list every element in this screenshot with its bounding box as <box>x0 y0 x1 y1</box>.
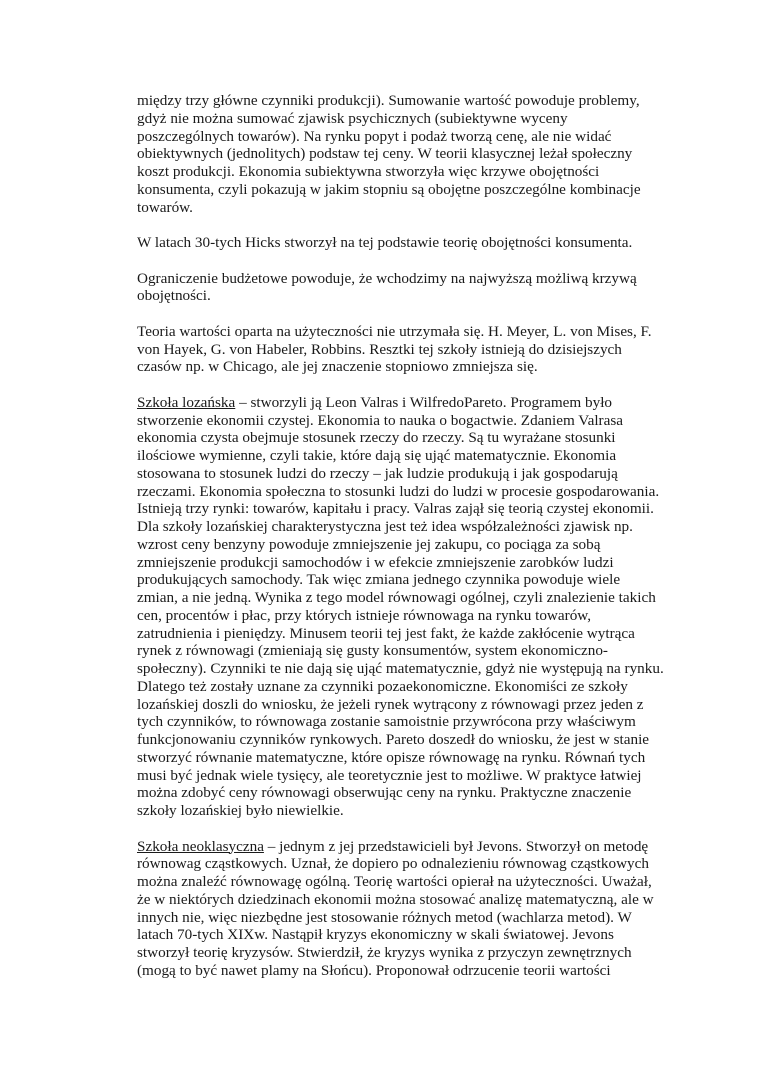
text-line <box>137 394 667 412</box>
text-fragment: – jednym z jej przedstawicieli był Jevons. Stworzył on metodę <box>263 837 649 855</box>
text-line: stosowana to stosunek ludzi do rzeczy – jak ludzie produkują i jak gospodarują <box>137 464 618 482</box>
text-line: cen, procentów i płac, przy których istnieje równowaga na rynku towarów, <box>137 606 592 624</box>
paragraph-hicks <box>137 234 667 252</box>
text-line: konsumenta, czyli pokazują w jakim stopniu są obojętne poszczególne kombinacje <box>137 180 641 198</box>
text-line: Ograniczenie budżetowe powoduje, że wchodzimy na najwyższą możliwą krzywą <box>137 269 637 287</box>
text-line: (mogą to być nawet plamy na Słońcu). Proponował odrzucenie teorii wartości <box>137 961 611 979</box>
text-line: między trzy główne czynniki produkcji). Sumowanie wartość powoduje problemy, <box>137 92 640 109</box>
text-line: musi być jednak wiele tysięcy, ale teoretycznie jest to możliwe. W praktyce łatwiej <box>137 766 642 784</box>
paragraph-budget-constraint <box>137 270 667 306</box>
text-line: szkoły lozańskiej było niewielkie. <box>137 802 344 819</box>
paragraph-neoclassical-school <box>137 838 667 980</box>
text-line: rynek z równowagi (zmieniają się gusty konsumentów, system ekonomiczno- <box>137 642 608 660</box>
text-line: Dla szkoły lozańskiej charakterystyczna jest też idea współzależności zjawisk np. <box>137 518 633 535</box>
text-line: ekonomia czysta obejmuje stosunek rzeczy do rzeczy. Są tu wyrażane stosunki <box>137 429 616 447</box>
text-line: latach 70-tych XIXw. Nastąpił kryzys ekonomiczny w skali światowej. Jevons <box>137 926 614 944</box>
text-line: równowag cząstkowych. Uznał, że dopiero po odnalezieniu równowag cząstkowych <box>137 855 649 873</box>
text-fragment: – stworzyli ją Leon Valras i WilfredoPareto. Programem było <box>235 393 613 411</box>
text-line: Dlatego też zostały uznane za czynniki pozaekonomiczne. Ekonomiści ze szkoły <box>137 677 628 695</box>
text-line: funkcjonowaniu czynników rynkowych. Pareto doszedł do wniosku, że jest w stanie <box>137 731 650 748</box>
text-line: produkujących samochody. Tak więc zmiana jednego czynnika powoduje wiele <box>137 571 621 589</box>
text-line: obojętności. <box>137 287 211 305</box>
text-line: można zdobyć ceny równowagi obserwując ceny na rynku. Praktyczne znaczenie <box>137 784 632 802</box>
text-line: gdyż nie można sumować zjawisk psychicznych (subiektywne wyceny <box>137 109 568 127</box>
paragraph-subjective-value <box>137 92 667 216</box>
text-line: tych czynników, to równowaga zostanie samoistnie przywrócona przy właściwym <box>137 713 636 731</box>
text-line: zmniejszenie produkcji samochodów i w efekcie zmniejszenie zarobków ludzi <box>137 553 614 571</box>
text-line: stworzenie ekonomii czystej. Ekonomia to nauka o bogactwie. Zdaniem Valrasa <box>137 411 623 429</box>
text-line: ilościowe wymienne, czyli takie, które dają się ująć matematycznie. Ekonomia <box>137 447 617 464</box>
text-line: stworzyć równanie matematyczne, które opisze równowagę na rynku. Równań tych <box>137 748 646 766</box>
section-heading-neoclassical: Szkoła neoklasyczna <box>137 837 264 855</box>
text-line: innych nie, więc niezbędne jest stosowanie różnych metod (wachlarza metod). W <box>137 908 632 926</box>
text-line: lozańskiej doszli do wniosku, że jeżeli rynek wytrącony z równowagi przez jeden z <box>137 695 644 713</box>
text-line: Istnieją trzy rynki: towarów, kapitału i pracy. Valras zajął się teorią czystej ekonomii. <box>137 500 654 518</box>
paragraph-utility-theory <box>137 323 667 376</box>
section-heading-lausanne: Szkoła lozańska <box>137 393 236 411</box>
text-line: rzeczami. Ekonomia społeczna to stosunki ludzi do ludzi w procesie gospodarowania. <box>137 482 660 500</box>
text-line: zatrudnienia i pieniędzy. Minusem teorii tej jest fakt, że każde zakłócenie wytrąca <box>137 624 635 642</box>
text-line: von Hayek, G. von Habeler, Robbins. Resztki tej szkoły istnieją do dzisiejszych <box>137 340 622 358</box>
text-line: W latach 30-tych Hicks stworzył na tej podstawie teorię obojętności konsumenta. <box>137 234 633 251</box>
text-line: czasów np. w Chicago, ale jej znaczenie stopniowo zmniejsza się. <box>137 358 538 376</box>
document-body <box>137 92 667 997</box>
text-line: stworzył teorię kryzysów. Stwierdził, że kryzys wynika z przyczyn zewnętrznych <box>137 944 632 961</box>
text-line: społeczny). Czynniki te nie dają się ująć matematycznie, gdyż nie występują na rynku. <box>137 660 664 677</box>
text-line: obiektywnych (jednolitych) podstaw tej ceny. W teorii klasycznej leżał społeczny <box>137 145 633 163</box>
text-line: wzrost ceny benzyny powoduje zmniejszenie jej zakupu, co pociąga za sobą <box>137 535 601 553</box>
text-line: koszt produkcji. Ekonomia subiektywna stworzyła więc krzywe obojętności <box>137 163 600 180</box>
paragraph-lausanne-school <box>137 394 667 820</box>
text-line: towarów. <box>137 198 193 216</box>
text-line: można znaleźć równowagę ogólną. Teorię wartości opierał na użyteczności. Uważał, <box>137 873 652 890</box>
text-line: zmian, a nie jedną. Wynika z tego model równowagi ogólnej, czyli znalezienie takich <box>137 589 656 606</box>
text-line <box>137 838 667 856</box>
text-line: że w niektórych dziedzinach ekonomii można stosować analizę matematyczną, ale w <box>137 890 654 908</box>
text-line: poszczególnych towarów). Na rynku popyt i podaż tworzą cenę, ale nie widać <box>137 127 612 145</box>
text-line: Teoria wartości oparta na użyteczności nie utrzymała się. H. Meyer, L. von Mises, F. <box>137 322 652 340</box>
